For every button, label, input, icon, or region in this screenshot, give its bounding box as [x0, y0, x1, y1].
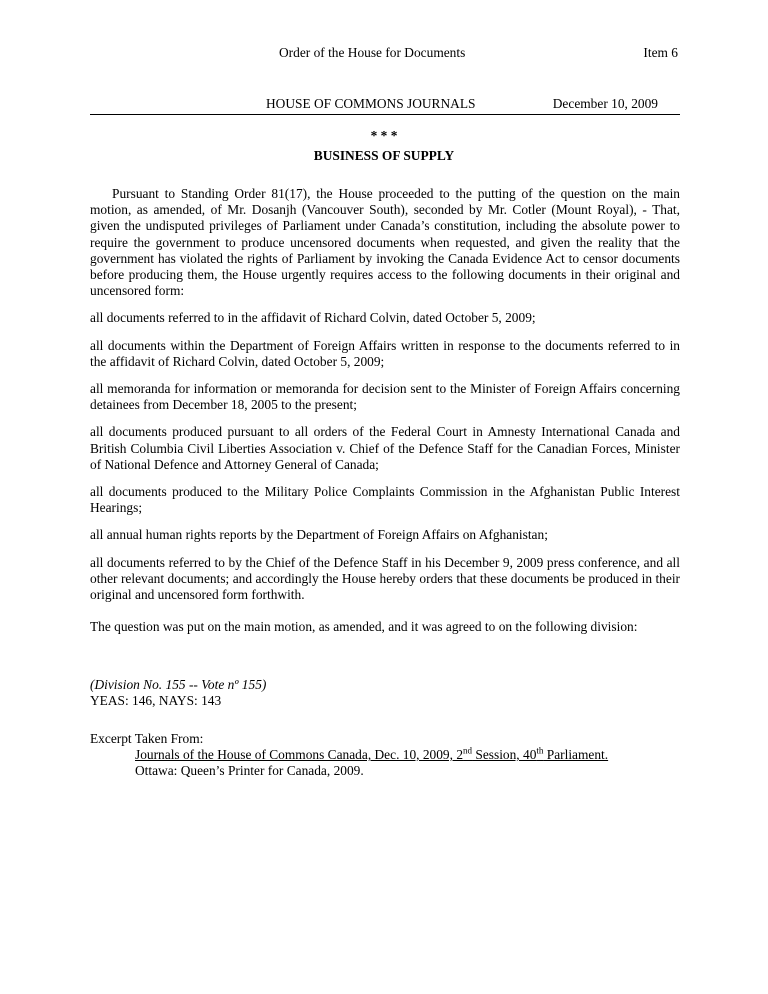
excerpt-citation — [90, 731, 690, 780]
document-title: Order of the House for Documents — [279, 45, 466, 60]
motion-intro: Pursuant to Standing Order 81(17), the House proceeded to the putting of the question on the main motion, as amended, of Mr. Dosanjh (Vancouver South), seconded by Mr. Cotler (Mount Royal), - That, given the undisputed privileges of Parliament under Canada’s constitution, including the absolute power to require the government to produce uncensored documents when requested, and given the reality that the government has violated the rights of Parliament by invoking the Canada Evidence Act to censor documents before producing them, the House urgently requires access to the following documents in their original and uncensored form: — [90, 186, 680, 299]
journal-header — [90, 96, 680, 115]
item-number: Item 6 — [643, 45, 678, 60]
question-paragraph: The question was put on the main motion, as amended, and it was agreed to on the following division: — [90, 619, 638, 635]
list-item: all documents referred to in the affidavit of Richard Colvin, dated October 5, 2009; — [90, 310, 536, 326]
journal-date: December 10, 2009 — [552, 96, 658, 111]
source-publisher: Ottawa: Queen’s Printer for Canada, 2009. — [135, 763, 364, 779]
source-title: Journals of the House of Commons Canada, Dec. 10, 2009, 2nd Session, 40th Parliament. — [135, 745, 609, 763]
division-block — [90, 677, 680, 709]
section-separator: * * * — [370, 128, 398, 143]
motion-text — [90, 186, 680, 646]
excerpt-label: Excerpt Taken From: — [90, 731, 204, 746]
list-item: all memoranda for information or memoranda for decision sent to the Minister of Foreign Affairs concerning detainees from December 18, 2005 to the present; — [90, 381, 680, 413]
list-item: all documents produced pursuant to all orders of the Federal Court in Amnesty International Canada and British Columbia Civil Liberties Association v. Chief of the Defence Staff for the Canadian Forces, Minister of National Defence and Attorney General of Canada; — [90, 424, 680, 472]
page-header — [90, 45, 680, 63]
vote-result: YEAS: 146, NAYS: 143 — [90, 693, 222, 709]
list-item: all annual human rights reports by the Department of Foreign Affairs on Afghanistan; — [90, 527, 548, 543]
list-item: all documents produced to the Military Police Complaints Commission in the Afghanistan Public Interest Hearings; — [90, 484, 680, 516]
journal-name: HOUSE OF COMMONS JOURNALS — [266, 96, 476, 111]
section-title: BUSINESS OF SUPPLY — [313, 148, 455, 163]
list-item: all documents within the Department of Foreign Affairs written in response to the documents referred to in the affidavit of Richard Colvin, dated October 5, 2009; — [90, 337, 680, 369]
division-number: (Division No. 155 -- Vote nº 155) — [90, 677, 267, 692]
list-item: all documents referred to by the Chief of the Defence Staff in his December 9, 2009 press conference, and all other relevant documents; and accordingly the House hereby orders that these documents be produced in their original and uncensored form forthwith. — [90, 554, 680, 603]
